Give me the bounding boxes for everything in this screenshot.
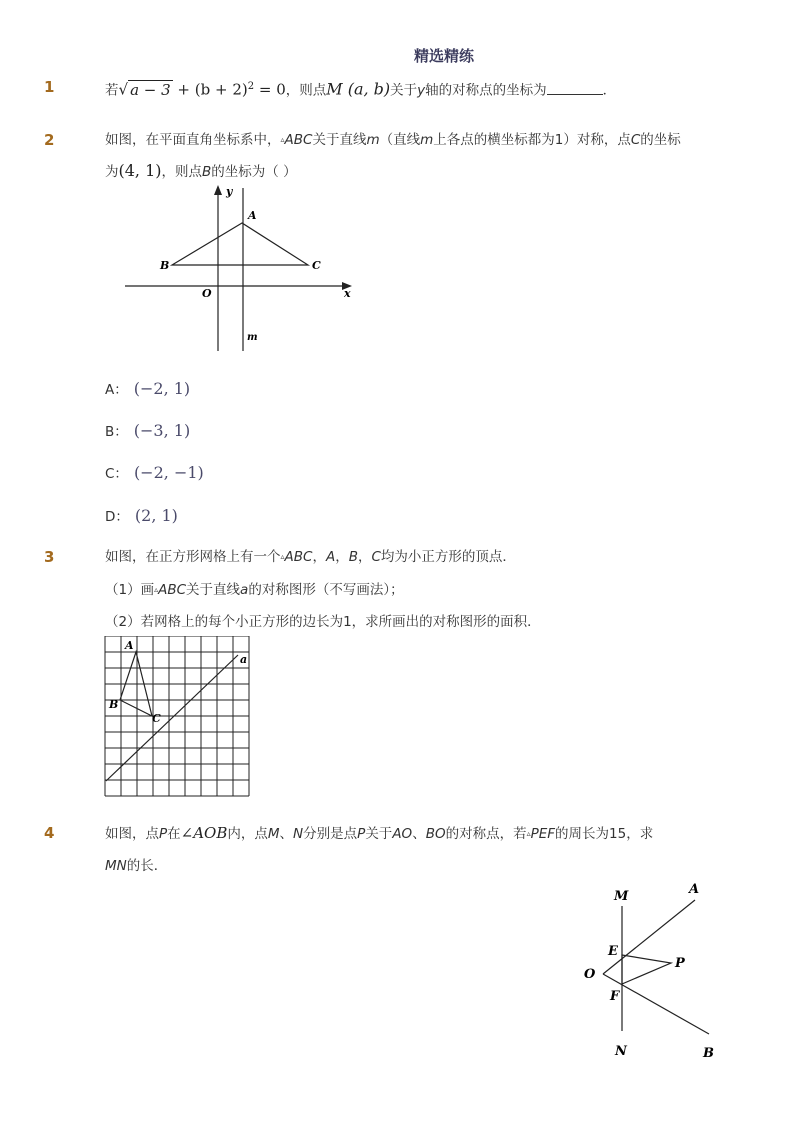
q2-text: ，则点	[161, 164, 203, 180]
label-b: B	[160, 259, 170, 272]
question-1-text: 若√ $a - 3 + (b + 2)^2 = 0$，则点M (a, b)关于y轴的对称点的坐标为 ．	[105, 79, 617, 99]
q4-var: PEF	[530, 826, 556, 842]
triangle-symbol: ▵	[280, 135, 285, 144]
option-value: (−2, 1)	[133, 379, 191, 398]
q2-var: m	[420, 132, 434, 148]
option-letter: A：	[105, 382, 128, 398]
angle-figure	[575, 876, 725, 1066]
option-value: (−3, 1)	[133, 421, 191, 440]
option-b[interactable]	[105, 420, 190, 440]
q4-var: AO	[392, 826, 413, 842]
q2-text: 上各点的横坐标都为1）对称，点	[433, 132, 631, 148]
q4-var: N	[293, 826, 304, 842]
q2-var: C	[630, 132, 641, 148]
ray-ob	[603, 974, 709, 1034]
q2-text: 为	[105, 164, 119, 180]
q1-end: ．	[602, 82, 617, 99]
q3-var: a	[240, 582, 249, 598]
q4-var: MN	[105, 858, 127, 874]
q3-text: ，	[312, 549, 326, 565]
q4-var: BO	[425, 826, 446, 842]
q2-var: m	[366, 132, 380, 148]
q3-var: ABC	[158, 582, 187, 598]
q1-mid: + (b + 2)	[172, 80, 248, 99]
label-e: E	[608, 944, 618, 959]
option-c[interactable]	[105, 462, 204, 482]
question-number-4: 4	[44, 824, 55, 842]
option-a[interactable]	[105, 378, 190, 398]
triangle-symbol: ▵	[154, 585, 159, 594]
q4-angle: ∠AOB	[180, 824, 228, 842]
square-grid	[105, 636, 249, 796]
q4-text: 的长．	[126, 858, 168, 874]
label-y: y	[226, 185, 233, 198]
question-3-line-3: （2）若网格上的每个小正方形的边长为1，求所画出的对称图形的面积．	[105, 614, 541, 630]
label-origin: O	[202, 287, 212, 300]
q3-var: A	[325, 549, 336, 565]
label-p: P	[675, 956, 685, 971]
q3-text: （1）画	[105, 582, 155, 598]
q1-eq: = 0	[254, 80, 286, 99]
triangle-symbol: ▵	[526, 829, 531, 838]
question-2-line-1	[105, 130, 681, 150]
triangle-abc	[172, 223, 308, 265]
q3-var: C	[371, 549, 381, 565]
option-d[interactable]	[105, 505, 178, 525]
label-m: M	[614, 889, 629, 904]
q3-text: ，	[335, 549, 349, 565]
label-x: x	[344, 287, 351, 300]
q4-var: P	[159, 826, 168, 842]
q2-text: 的坐标为（ ）	[211, 164, 297, 180]
q3-text: ，	[357, 549, 372, 565]
answer-blank	[547, 82, 603, 95]
triangle-pef	[622, 955, 671, 984]
q4-var: M	[267, 826, 280, 842]
q1-post3: 轴的对称点的坐标为	[425, 82, 547, 99]
q2-text: （直线	[379, 132, 421, 148]
question-4-line-2	[105, 856, 167, 876]
label-m: m	[247, 332, 258, 343]
q2-text: 关于直线	[312, 132, 367, 148]
q1-post2: 关于	[390, 82, 418, 99]
label-c: C	[312, 259, 321, 272]
question-3-line-1	[105, 547, 516, 567]
q1-text-pre: 若	[105, 82, 119, 99]
q2-coord: (4, 1)	[118, 161, 162, 180]
label-o: O	[584, 967, 596, 982]
question-number-3: 3	[44, 548, 55, 566]
label-line-a: a	[240, 653, 248, 666]
q2-var: B	[202, 164, 212, 180]
question-3-line-2	[105, 580, 404, 600]
q2-var: ABC	[284, 132, 313, 148]
q1-axis: y	[417, 82, 426, 99]
q4-text: 如图，点	[105, 826, 159, 842]
q4-text: 在	[167, 826, 181, 842]
question-4-line-1	[105, 823, 653, 844]
q4-text: 的对称点，若	[445, 826, 527, 842]
q3-text: 均为小正方形的顶点．	[380, 549, 516, 565]
question-2-line-2	[105, 161, 297, 182]
q3-text: 的对称图形（不写画法）；	[248, 582, 404, 598]
q1-point: M (a, b)	[326, 79, 391, 99]
y-axis-arrow-icon	[214, 185, 222, 195]
q3-text: 关于直线	[186, 582, 241, 598]
q1-sqrt-content: a − 3	[130, 80, 171, 99]
q2-text: 的坐标	[640, 132, 681, 148]
q3-var: B	[348, 549, 358, 565]
q1-post1: ，则点	[285, 82, 327, 99]
q4-text: 分别是点	[303, 826, 358, 842]
q1-sup: 2	[247, 81, 255, 92]
q4-text: 、	[412, 826, 426, 842]
page-title: 精选精练	[413, 47, 474, 65]
label-b: B	[109, 698, 119, 711]
label-f: F	[610, 989, 620, 1004]
option-letter: C：	[105, 466, 128, 482]
triangle-symbol: ▵	[280, 552, 285, 561]
coordinate-figure	[120, 183, 360, 358]
option-letter: B：	[105, 424, 128, 440]
question-number-2: 2	[44, 131, 55, 149]
q3-var: ABC	[284, 549, 313, 565]
label-n: N	[615, 1044, 627, 1059]
q4-text: 的周长为15，求	[555, 826, 654, 842]
q4-text: 内，点	[227, 826, 268, 842]
q4-var: P	[357, 826, 366, 842]
label-b: B	[703, 1046, 714, 1061]
option-letter: D：	[105, 509, 129, 525]
label-a: A	[689, 882, 700, 897]
label-a: A	[125, 639, 134, 652]
label-a: A	[248, 209, 257, 222]
option-value: (2, 1)	[134, 506, 178, 525]
question-number-1: 1	[44, 78, 55, 96]
label-c: C	[152, 712, 161, 725]
grid-figure	[104, 636, 264, 800]
q3-text: 如图，在正方形网格上有一个	[105, 549, 281, 565]
q4-text: 关于	[365, 826, 393, 842]
q2-text: 如图，在平面直角坐标系中，	[105, 132, 281, 148]
option-value: (−2, −1)	[133, 463, 204, 482]
q4-text: 、	[279, 826, 294, 842]
line-a	[106, 655, 238, 781]
